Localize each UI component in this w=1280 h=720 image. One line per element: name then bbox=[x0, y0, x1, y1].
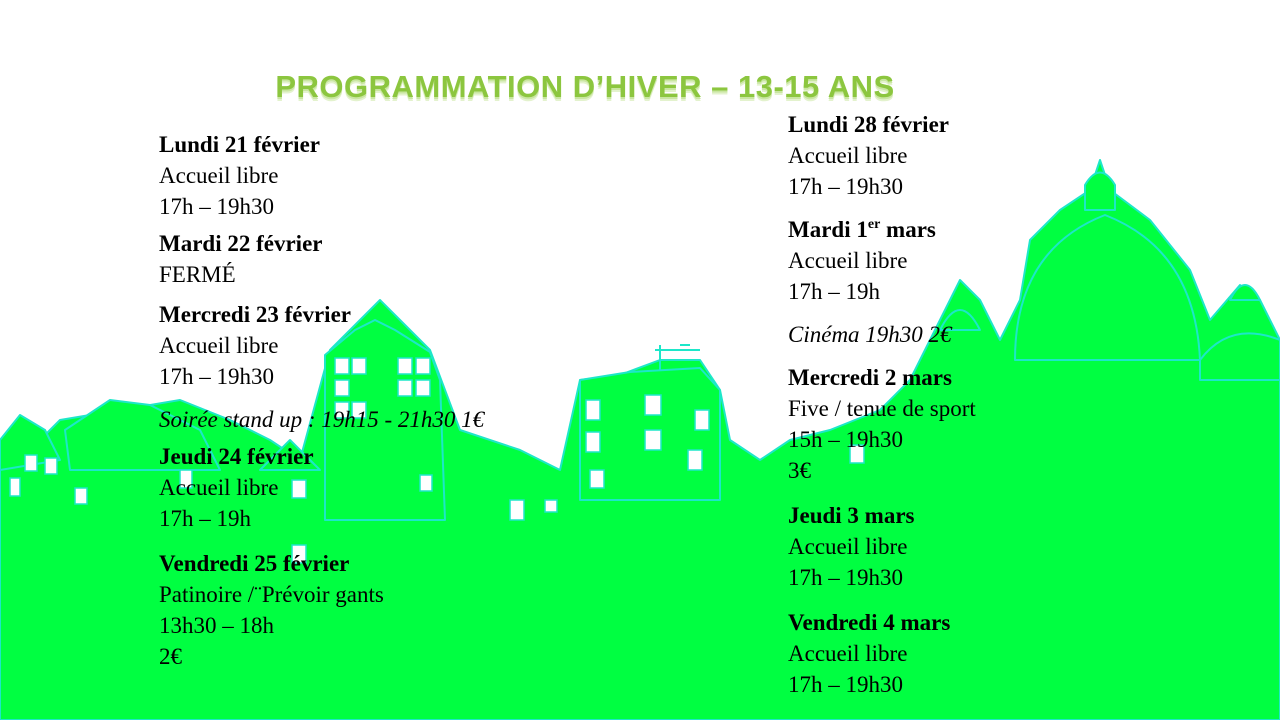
schedule-week-2 bbox=[788, 109, 1228, 700]
day-heading: Mercredi 23 février bbox=[159, 302, 351, 327]
activity-text: Accueil libre bbox=[159, 475, 279, 500]
activity-text: Accueil libre bbox=[159, 333, 279, 358]
day-heading-suffix: mars bbox=[880, 217, 936, 242]
day-heading bbox=[788, 214, 1228, 245]
activity-text: Accueil libre bbox=[159, 163, 279, 188]
event-note: Cinéma 19h30 2€ bbox=[788, 322, 952, 347]
entry-monday-28 bbox=[788, 109, 1228, 202]
activity-text: Accueil libre bbox=[788, 534, 908, 559]
day-heading: Lundi 21 février bbox=[159, 132, 320, 157]
activity-text: Accueil libre bbox=[788, 143, 908, 168]
page-title: PROGRAMMATION D’HIVER – 13-15 ANS bbox=[275, 68, 895, 104]
schedule-week-1 bbox=[159, 129, 599, 672]
activity-text: Patinoire /¨Prévoir gants bbox=[159, 582, 384, 607]
price-text: 2€ bbox=[159, 644, 182, 669]
hours-text: 17h – 19h bbox=[159, 506, 251, 531]
day-heading: Lundi 28 février bbox=[788, 112, 949, 137]
day-heading: Vendredi 25 février bbox=[159, 551, 350, 576]
ordinal-superscript: er bbox=[867, 217, 881, 232]
entry-wednesday-23 bbox=[159, 299, 599, 435]
activity-text: Accueil libre bbox=[788, 641, 908, 666]
entry-tuesday-1 bbox=[788, 214, 1228, 350]
hours-text: 17h – 19h30 bbox=[159, 194, 274, 219]
entry-thursday-24 bbox=[159, 441, 599, 534]
day-heading-prefix: Mardi 1 bbox=[788, 217, 868, 242]
day-heading: Mercredi 2 mars bbox=[788, 365, 952, 390]
day-heading: Jeudi 24 février bbox=[159, 444, 314, 469]
entry-tuesday-22 bbox=[159, 228, 599, 290]
hours-text: 13h30 – 18h bbox=[159, 613, 274, 638]
hours-text: 17h – 19h bbox=[788, 279, 880, 304]
entry-thursday-3 bbox=[788, 500, 1228, 593]
entry-monday-21 bbox=[159, 129, 599, 222]
day-heading: Mardi 22 février bbox=[159, 231, 323, 256]
entry-friday-25 bbox=[159, 548, 599, 672]
hours-text: 17h – 19h30 bbox=[788, 565, 903, 590]
hours-text: 15h – 19h30 bbox=[788, 427, 903, 452]
entry-wednesday-2 bbox=[788, 362, 1228, 486]
hours-text: 17h – 19h30 bbox=[159, 364, 274, 389]
entry-friday-4 bbox=[788, 607, 1228, 700]
activity-text: Accueil libre bbox=[788, 248, 908, 273]
hours-text: 17h – 19h30 bbox=[788, 174, 903, 199]
event-note: Soirée stand up : 19h15 - 21h30 1€ bbox=[159, 407, 485, 432]
hours-text: 17h – 19h30 bbox=[788, 672, 903, 697]
activity-text: Five / tenue de sport bbox=[788, 396, 976, 421]
day-heading: Vendredi 4 mars bbox=[788, 610, 951, 635]
day-heading: Jeudi 3 mars bbox=[788, 503, 915, 528]
closed-status: FERMÉ bbox=[159, 262, 236, 287]
price-text: 3€ bbox=[788, 458, 811, 483]
